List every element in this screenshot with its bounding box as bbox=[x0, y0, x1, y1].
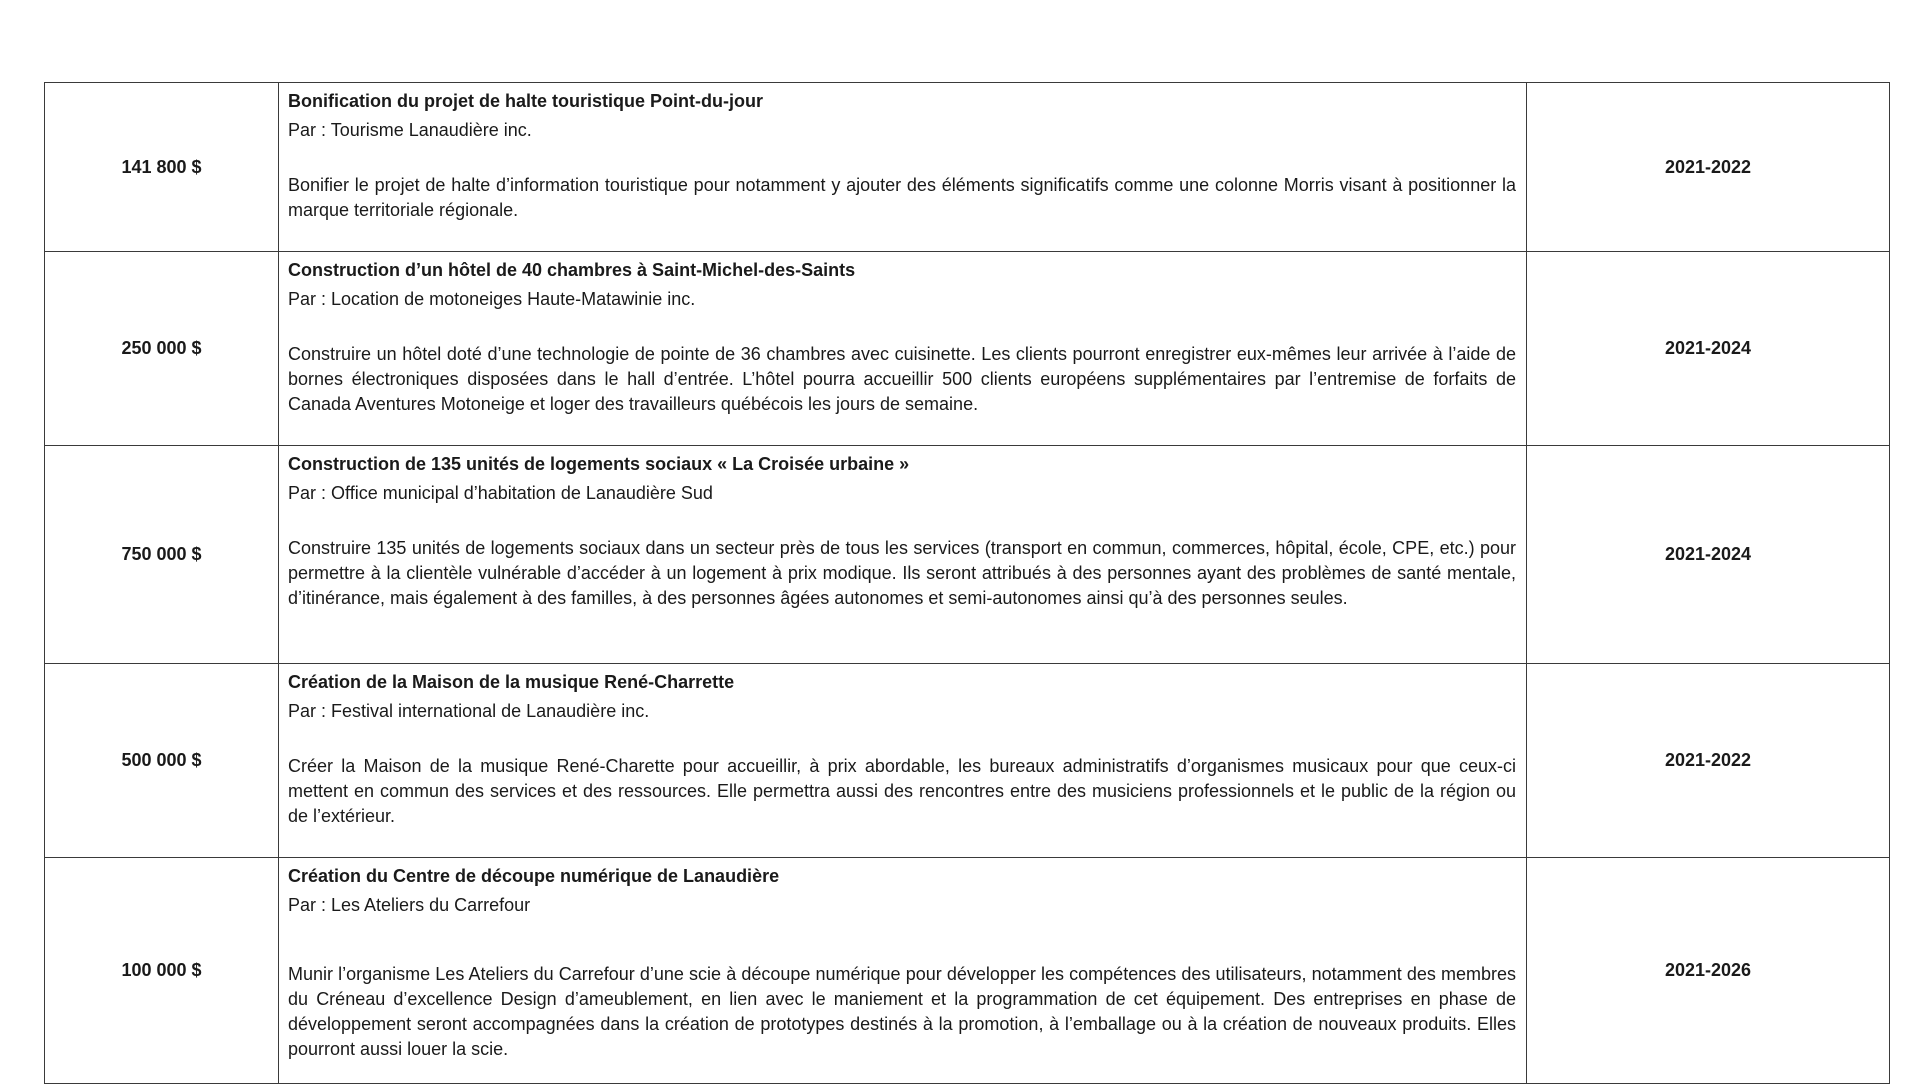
period-cell: 2021-2024 bbox=[1527, 446, 1890, 664]
amount-cell: 250 000 $ bbox=[45, 252, 279, 446]
project-description: Créer la Maison de la musique René-Charette pour accueillir, à prix abordable, les bureaux administratifs d’organismes musicaux pour que ceux-ci mettent en commun des services et des ressources. Elle permettra aussi des rencontres entre des musiciens professionnels et le public de la région ou de l’extérieur. bbox=[288, 756, 1516, 826]
project-title: Création du Centre de découpe numérique de Lanaudière bbox=[288, 866, 780, 886]
description-cell bbox=[279, 858, 1527, 1084]
project-title: Construction d’un hôtel de 40 chambres à Saint-Michel-des-Saints bbox=[288, 260, 856, 280]
description-cell bbox=[279, 446, 1527, 664]
table-row bbox=[45, 664, 1890, 858]
project-description: Bonifier le projet de halte d’information touristique pour notamment y ajouter des éléments significatifs comme une colonne Morris visant à positionner la marque territoriale régionale. bbox=[288, 175, 1516, 220]
table-row bbox=[45, 446, 1890, 664]
table-row bbox=[45, 83, 1890, 252]
projects-table bbox=[44, 82, 1890, 1084]
amount-cell: 750 000 $ bbox=[45, 446, 279, 664]
period-cell: 2021-2026 bbox=[1527, 858, 1890, 1084]
period-cell: 2021-2024 bbox=[1527, 252, 1890, 446]
project-description: Munir l’organisme Les Ateliers du Carrefour d’une scie à découpe numérique pour développer les compétences des utilisateurs, notamment des membres du Créneau d’excellence Design d’ameublement, en lien avec le maniement et la programmation de cet équipement. Des entreprises en phase de développement seront accompagnées dans la création de prototypes destinés à la promotion, à l’emballage ou à la création de nouveaux produits. Elles pourront aussi louer la scie. bbox=[288, 964, 1516, 1059]
table-row bbox=[45, 858, 1890, 1084]
project-title: Construction de 135 unités de logements sociaux « La Croisée urbaine » bbox=[288, 454, 910, 474]
period-cell: 2021-2022 bbox=[1527, 83, 1890, 252]
project-title: Bonification du projet de halte touristique Point-du-jour bbox=[288, 91, 763, 111]
project-organization: Par : Tourisme Lanaudière inc. bbox=[288, 120, 532, 140]
description-cell bbox=[279, 252, 1527, 446]
project-organization: Par : Les Ateliers du Carrefour bbox=[288, 895, 531, 915]
table-row bbox=[45, 252, 1890, 446]
amount-cell: 100 000 $ bbox=[45, 858, 279, 1084]
project-title: Création de la Maison de la musique René-Charrette bbox=[288, 672, 735, 692]
project-organization: Par : Festival international de Lanaudière inc. bbox=[288, 701, 650, 721]
project-organization: Par : Location de motoneiges Haute-Matawinie inc. bbox=[288, 289, 696, 309]
project-description: Construire un hôtel doté d’une technologie de pointe de 36 chambres avec cuisinette. Les clients pourront enregistrer eux-mêmes leur arrivée à l’aide de bornes électroniques disposées dans le hall d’entrée. L’hôtel pourra accueillir 500 clients européens supplémentaires par l’entremise de forfaits de Canada Aventures Motoneige et loger des travailleurs québécois les jours de semaine. bbox=[288, 344, 1516, 414]
project-organization: Par : Office municipal d’habitation de Lanaudière Sud bbox=[288, 483, 713, 503]
project-description: Construire 135 unités de logements sociaux dans un secteur près de tous les services (transport en commun, commerces, hôpital, école, CPE, etc.) pour permettre à la clientèle vulnérable d’accéder à un logement à prix modique. Ils seront attribués à des personnes ayant des problèmes de santé mentale, d’itinérance, mais également à des familles, à des personnes âgées autonomes et semi-autonomes ainsi qu’à des personnes seules. bbox=[288, 538, 1516, 608]
amount-cell: 141 800 $ bbox=[45, 83, 279, 252]
period-cell: 2021-2022 bbox=[1527, 664, 1890, 858]
amount-cell: 500 000 $ bbox=[45, 664, 279, 858]
description-cell bbox=[279, 83, 1527, 252]
document-page bbox=[44, 82, 1889, 1084]
description-cell bbox=[279, 664, 1527, 858]
